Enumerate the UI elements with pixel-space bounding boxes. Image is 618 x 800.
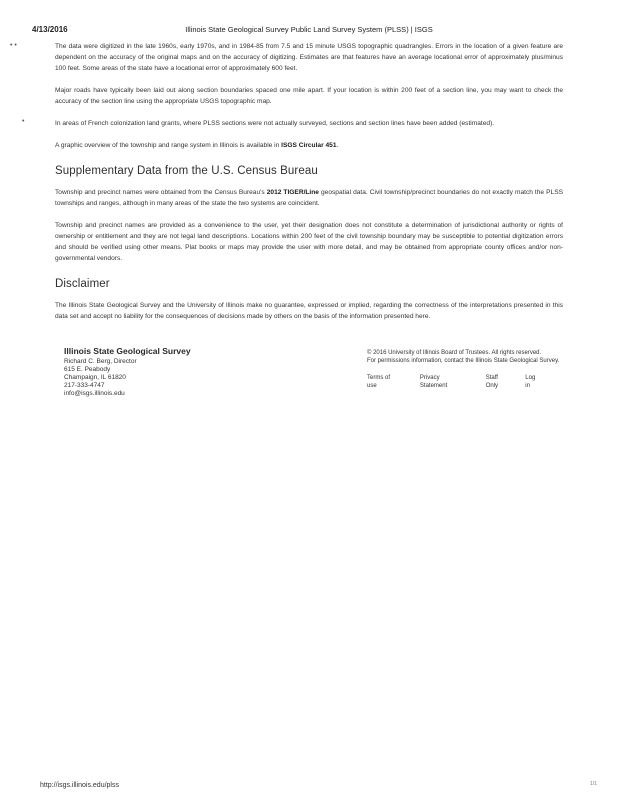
footer-phone: 217-333-4747 [64, 382, 105, 389]
print-page-title: Illinois State Geological Survey Public Land Survey System (PLSS) | ISGS [185, 25, 433, 34]
tiger-line-link[interactable]: 2012 TIGER/Line [266, 189, 319, 196]
site-footer [64, 347, 564, 417]
margin-dot: • [22, 118, 25, 125]
footer-contact [64, 347, 191, 398]
census-prefix: Township and precinct names were obtained from the Census Bureau's [55, 189, 267, 196]
print-page-number: 1/1 [590, 781, 597, 787]
footer-city: Champaign, IL 61820 [64, 374, 126, 381]
circular-link[interactable]: ISGS Circular 451 [281, 142, 337, 149]
paragraph-circular [55, 140, 563, 151]
paragraph-township-names: Township and precinct names are provided as a convenience to the user, yet their designation does not constitute a determination of jurisdictional authority or rights of ownership or entitlement and they are not legal land descriptions. Locations within 200 feet of the civil township boundary may be susceptible to potential digitization errors and should be verified using other means. Plat books or maps may provide the user with more detail, and may be obtained from appropriate county offices and/or non-governmental vendors. [55, 222, 563, 262]
paragraph-french-grants: In areas of French colonization land grants, where PLSS sections were not actually surveyed, sections and section lines have been added (estimated). [55, 120, 495, 127]
staff-only-link[interactable]: Staff Only [485, 375, 499, 389]
privacy-statement-link[interactable]: Privacy Statement [419, 375, 448, 389]
print-url: http://isgs.illinois.edu/plss [40, 782, 119, 789]
main-content [55, 41, 563, 333]
census-suffix: geospatial data. Civil township/precinct boundaries do not exactly match the PLSS townships and ranges, although in many areas of the state the two systems are coincident. [55, 189, 563, 207]
print-date: 4/13/2016 [32, 25, 68, 34]
paragraph-digitization: The data were digitized in the late 1960s, early 1970s, and in 1984-85 from 7.5 and 15 minute USGS topographic quadrangles. Errors in the location of a given feature are dependent on the accuracy of the original maps and on the accuracy of digitizing. Estimates are that features have an average locational error of approximately plus/minus 100 feet. Some areas of the state have a locational error of approximately 600 feet. [55, 43, 563, 72]
footer-copyright: © 2016 University of Illinois Board of Trustees. All rights reserved. [367, 350, 542, 356]
footer-email[interactable]: info@isgs.illinois.edu [64, 390, 125, 397]
terms-of-use-link[interactable]: Terms of use [367, 375, 391, 389]
disclaimer-heading: Disclaimer [55, 278, 110, 290]
log-in-link[interactable]: Log in [525, 375, 536, 389]
footer-director: Richard C. Berg, Director [64, 358, 137, 365]
footer-legal [367, 349, 562, 390]
paragraph-disclaimer: The Illinois State Geological Survey and the University of Illinois make no guarantee, expressed or implied, regarding the correctness of the interpretations presented in this data set and accept no liability for the consequences of decisions made by others on the basis of the information presented here. [55, 302, 563, 320]
footer-org-name[interactable]: Illinois State Geological Survey [64, 346, 191, 356]
footer-links [367, 374, 562, 390]
footer-permissions: For permissions information, contact the Illinois State Geological Survey. [367, 358, 560, 364]
circular-suffix: . [336, 142, 339, 149]
margin-mark: • • [10, 42, 17, 49]
paragraph-major-roads: Major roads have typically been laid out along section boundaries spaced one mile apart. If your location is within 200 feet of a section line, you may want to check the accuracy of the section line using the appropriate USGS topographic map. [55, 87, 563, 105]
paragraph-census-source [55, 187, 563, 209]
footer-street: 615 E. Peabody [64, 366, 111, 373]
circular-prefix: A graphic overview of the township and range system in Illinois is available in [55, 142, 282, 149]
supplementary-heading: Supplementary Data from the U.S. Census Bureau [55, 165, 318, 177]
